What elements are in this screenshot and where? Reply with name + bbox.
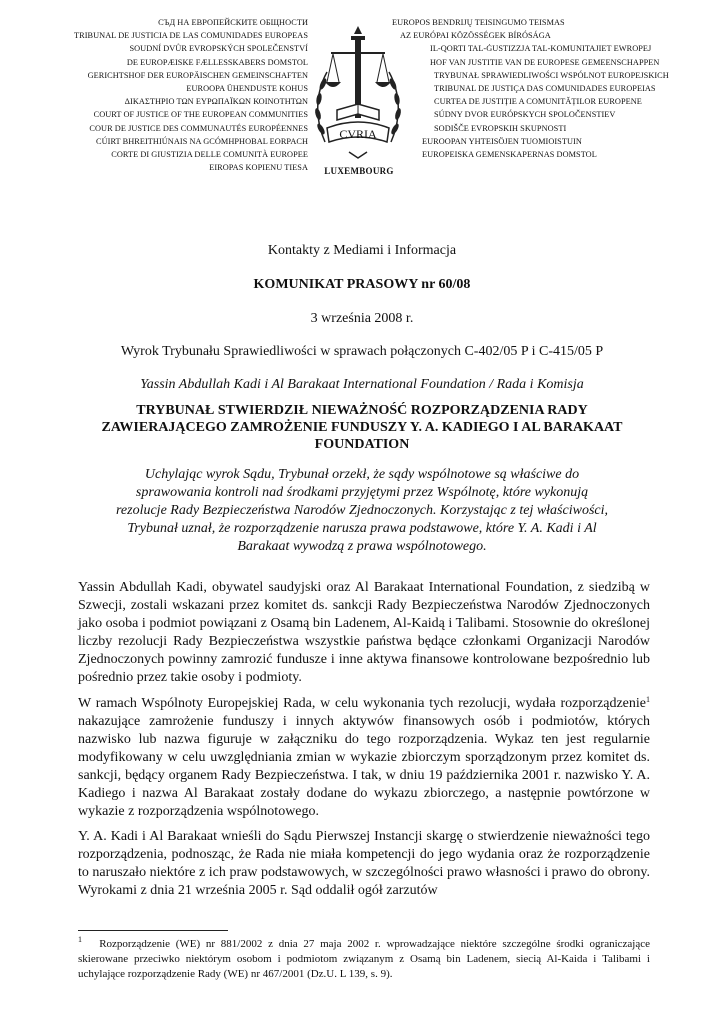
header-line: GERICHTSHOF DER EUROPÄISCHEN GEMEINSCHAFTEN — [87, 70, 308, 80]
header-line: TRIBUNAL DE JUSTICIA DE LAS COMUNIDADES EUROPEAS — [74, 31, 308, 41]
paragraph-3: Y. A. Kadi i Al Barakaat wnieśli do Sądu Pierwszej Instancji skargę o stwierdzenie nieważności tego rozporządzenia, podnosząc, że Rada nie miała kompetencji do jego wydania oraz że rozporządzenie to naruszało niektóre z ich praw podstawowych, w szczególności prawo własności i prawo do obrony. Wyrokami z dnia 21 września 2005 r. Sąd oddalił ogół zarzutów — [78, 829, 650, 898]
header-line: EUROOPA ÜHENDUSTE KOHUS — [186, 84, 308, 94]
header-line: EUROOPAN YHTEISÖJEN TUOMIOISTUIN — [422, 136, 582, 146]
header-line: CURTEA DE JUSTIȚIE A COMUNITĂȚILOR EUROPENE — [434, 97, 642, 107]
header-line: SOUDNÍ DVŮR EVROPSKÝCH SPOLEČENSTVÍ — [129, 44, 308, 54]
paragraph-1: Yassin Abdullah Kadi, obywatel saudyjski oraz Al Barakaat International Foundation, z siedzibą w Szwecji, zostali wskazani przez komitet ds. sankcji Rady Bezpieczeństwa Narodów Zjednoczonych jako osoba i podmiot powiązani z Osamą bin Ladenem, Al-Kaidą i Talibami. Stosownie do określonej liczby rezolucji Rady Bezpieczeństwa wszystkie państwa będące członkami Organizacji Narodów Zjednoczonych powinny zamrozić fundusze i inne aktywa finansowe kontrolowane bezpośrednio lub pośrednio przez takie osoby i podmioty. — [78, 580, 650, 685]
page-title: KOMUNIKAT PRASOWY nr 60/08 — [253, 277, 471, 292]
paragraph-2 — [78, 695, 650, 821]
header-line: HOF VAN JUSTITIE VAN DE EUROPESE GEMEENSCHAPPEN — [430, 57, 660, 67]
header-line: CÚIRT BHREITHIÚNAIS NA GCÓMHPHOBAL EORPACH — [96, 136, 308, 146]
header-line: ΔΙΚΑΣΤΗΡΙΟ ΤΩΝ ΕΥΡΩΠΑΪΚΩΝ ΚΟΙΝΟΤΗΤΩΝ — [124, 97, 308, 107]
header-right-column — [392, 16, 692, 161]
cvria-emblem-icon — [313, 24, 403, 174]
city-label: LUXEMBOURG — [324, 166, 394, 176]
judgment-reference: Wyrok Trybunału Sprawiedliwości w sprawach połączonych C-402/05 P i C-415/05 P — [120, 344, 604, 359]
header-line: CORTE DI GIUSTIZIA DELLE COMUNITÀ EUROPEE — [111, 150, 308, 160]
footnote-number: 1 — [78, 935, 82, 944]
footnote-ref[interactable]: 1 — [646, 695, 650, 704]
court-header — [0, 16, 724, 196]
paragraph-2-start: W ramach Wspólnoty Europejskiej Rada, w celu wykonania tych rezolucji, wydała rozporządzenie — [78, 696, 646, 711]
header-line: TRIBUNAL DE JUSTIÇA DAS COMUNIDADES EUROPEIAS — [434, 84, 656, 94]
header-left-column — [40, 16, 308, 174]
footnote-divider — [78, 930, 228, 931]
header-line: COUR DE JUSTICE DES COMMUNAUTÉS EUROPÉENNES — [89, 123, 308, 133]
summary: Uchylając wyrok Sądu, Trybunał orzekł, że sądy wspólnotowe są właściwe do sprawowania kontroli nad środkami przyjętymi przez Wspólnotę, które wykonują rezolucje Rady Bezpieczeństwa Narodów Zjednoczonych. Korzystając z tej właściwości, Trybunał uznał, że rozporządzenie narusza prawa podstawowe, które Y. A. Kadi i Al Barakaat wywodzą z prawa wspólnotowego. — [115, 467, 609, 554]
header-line: AZ EURÓPAI KÖZÖSSÉGEK BÍRÓSÁGA — [400, 31, 551, 41]
svg-text:CVRIA: CVRIA — [339, 127, 377, 141]
header-line: СЪД НА ЕВРОПЕЙСКИТЕ ОБЩНОСТИ — [158, 18, 308, 27]
footnote-text: Rozporządzenie (WE) nr 881/2002 z dnia 27 maja 2002 r. wprowadzające niektóre szczególne środki ograniczające skierowane przeciwko niektórym osobom i podmiotom związanym z Osamą bin Ladenem, siecią Al-Kaida i Talibami i uchylające rozporządzenie Rady (WE) nr 467/2001 (Dz.U. L 139, s. 9). — [78, 938, 650, 980]
headline: TRYBUNAŁ STWIERDZIŁ NIEWAŻNOŚĆ ROZPORZĄDZENIA RADY ZAWIERAJĄCEGO ZAMROŻENIE FUNDUSZY Y. A. KADIEGO I AL BARAKAAT FOUNDATION — [101, 403, 623, 452]
header-line: TRYBUNAŁ SPRAWIEDLIWOŚCI WSPÓLNOT EUROPEJSKICH — [434, 70, 669, 80]
header-line: IL-QORTI TAL-ĠUSTIZZJA TAL-KOMUNITAJIET EWROPEJ — [430, 44, 652, 54]
header-line: EUROPOS BENDRIJŲ TEISINGUMO TEISMAS — [392, 18, 565, 27]
release-date: 3 września 2008 r. — [310, 311, 414, 326]
case-parties: Yassin Abdullah Kadi i Al Barakaat International Foundation / Rada i Komisja — [140, 377, 584, 392]
header-line: COURT OF JUSTICE OF THE EUROPEAN COMMUNITIES — [93, 110, 308, 120]
header-line: SÚDNY DVOR EURÓPSKYCH SPOLOČENSTIEV — [434, 110, 616, 120]
header-line: EUROPEISKA GEMENSKAPERNAS DOMSTOL — [422, 150, 597, 160]
header-line: DE EUROPÆISKE FÆLLESSKABERS DOMSTOL — [126, 57, 308, 67]
header-line: EIROPAS KOPIENU TIESA — [209, 163, 308, 173]
footnote — [78, 937, 650, 982]
paragraph-2-rest: nakazujące zamrożenie funduszy i innych aktywów finansowych osób i podmiotów, których nazwisko lub nazwa figuruje w załączniku do tego rozporządzenia. Wykaz ten jest regularnie modyfikowany w celu uwzględniania zmian w wykazie zbiorczym sporządzonym przez komitet ds. sankcji, będący organem Rady Bezpieczeństwa. I tak, w dniu 19 października 2001 r. nazwisko Y. A. Kadiego i nazwa Al Barakaat zostały dodane do wykazu zbiorczego, a następnie powtórzone w wykazie z rozporządzenia wspólnotowego. — [78, 714, 650, 819]
department-label: Kontakty z Mediami i Informacja — [267, 243, 457, 258]
header-line: SODIŠČE EVROPSKIH SKUPNOSTI — [434, 123, 567, 133]
